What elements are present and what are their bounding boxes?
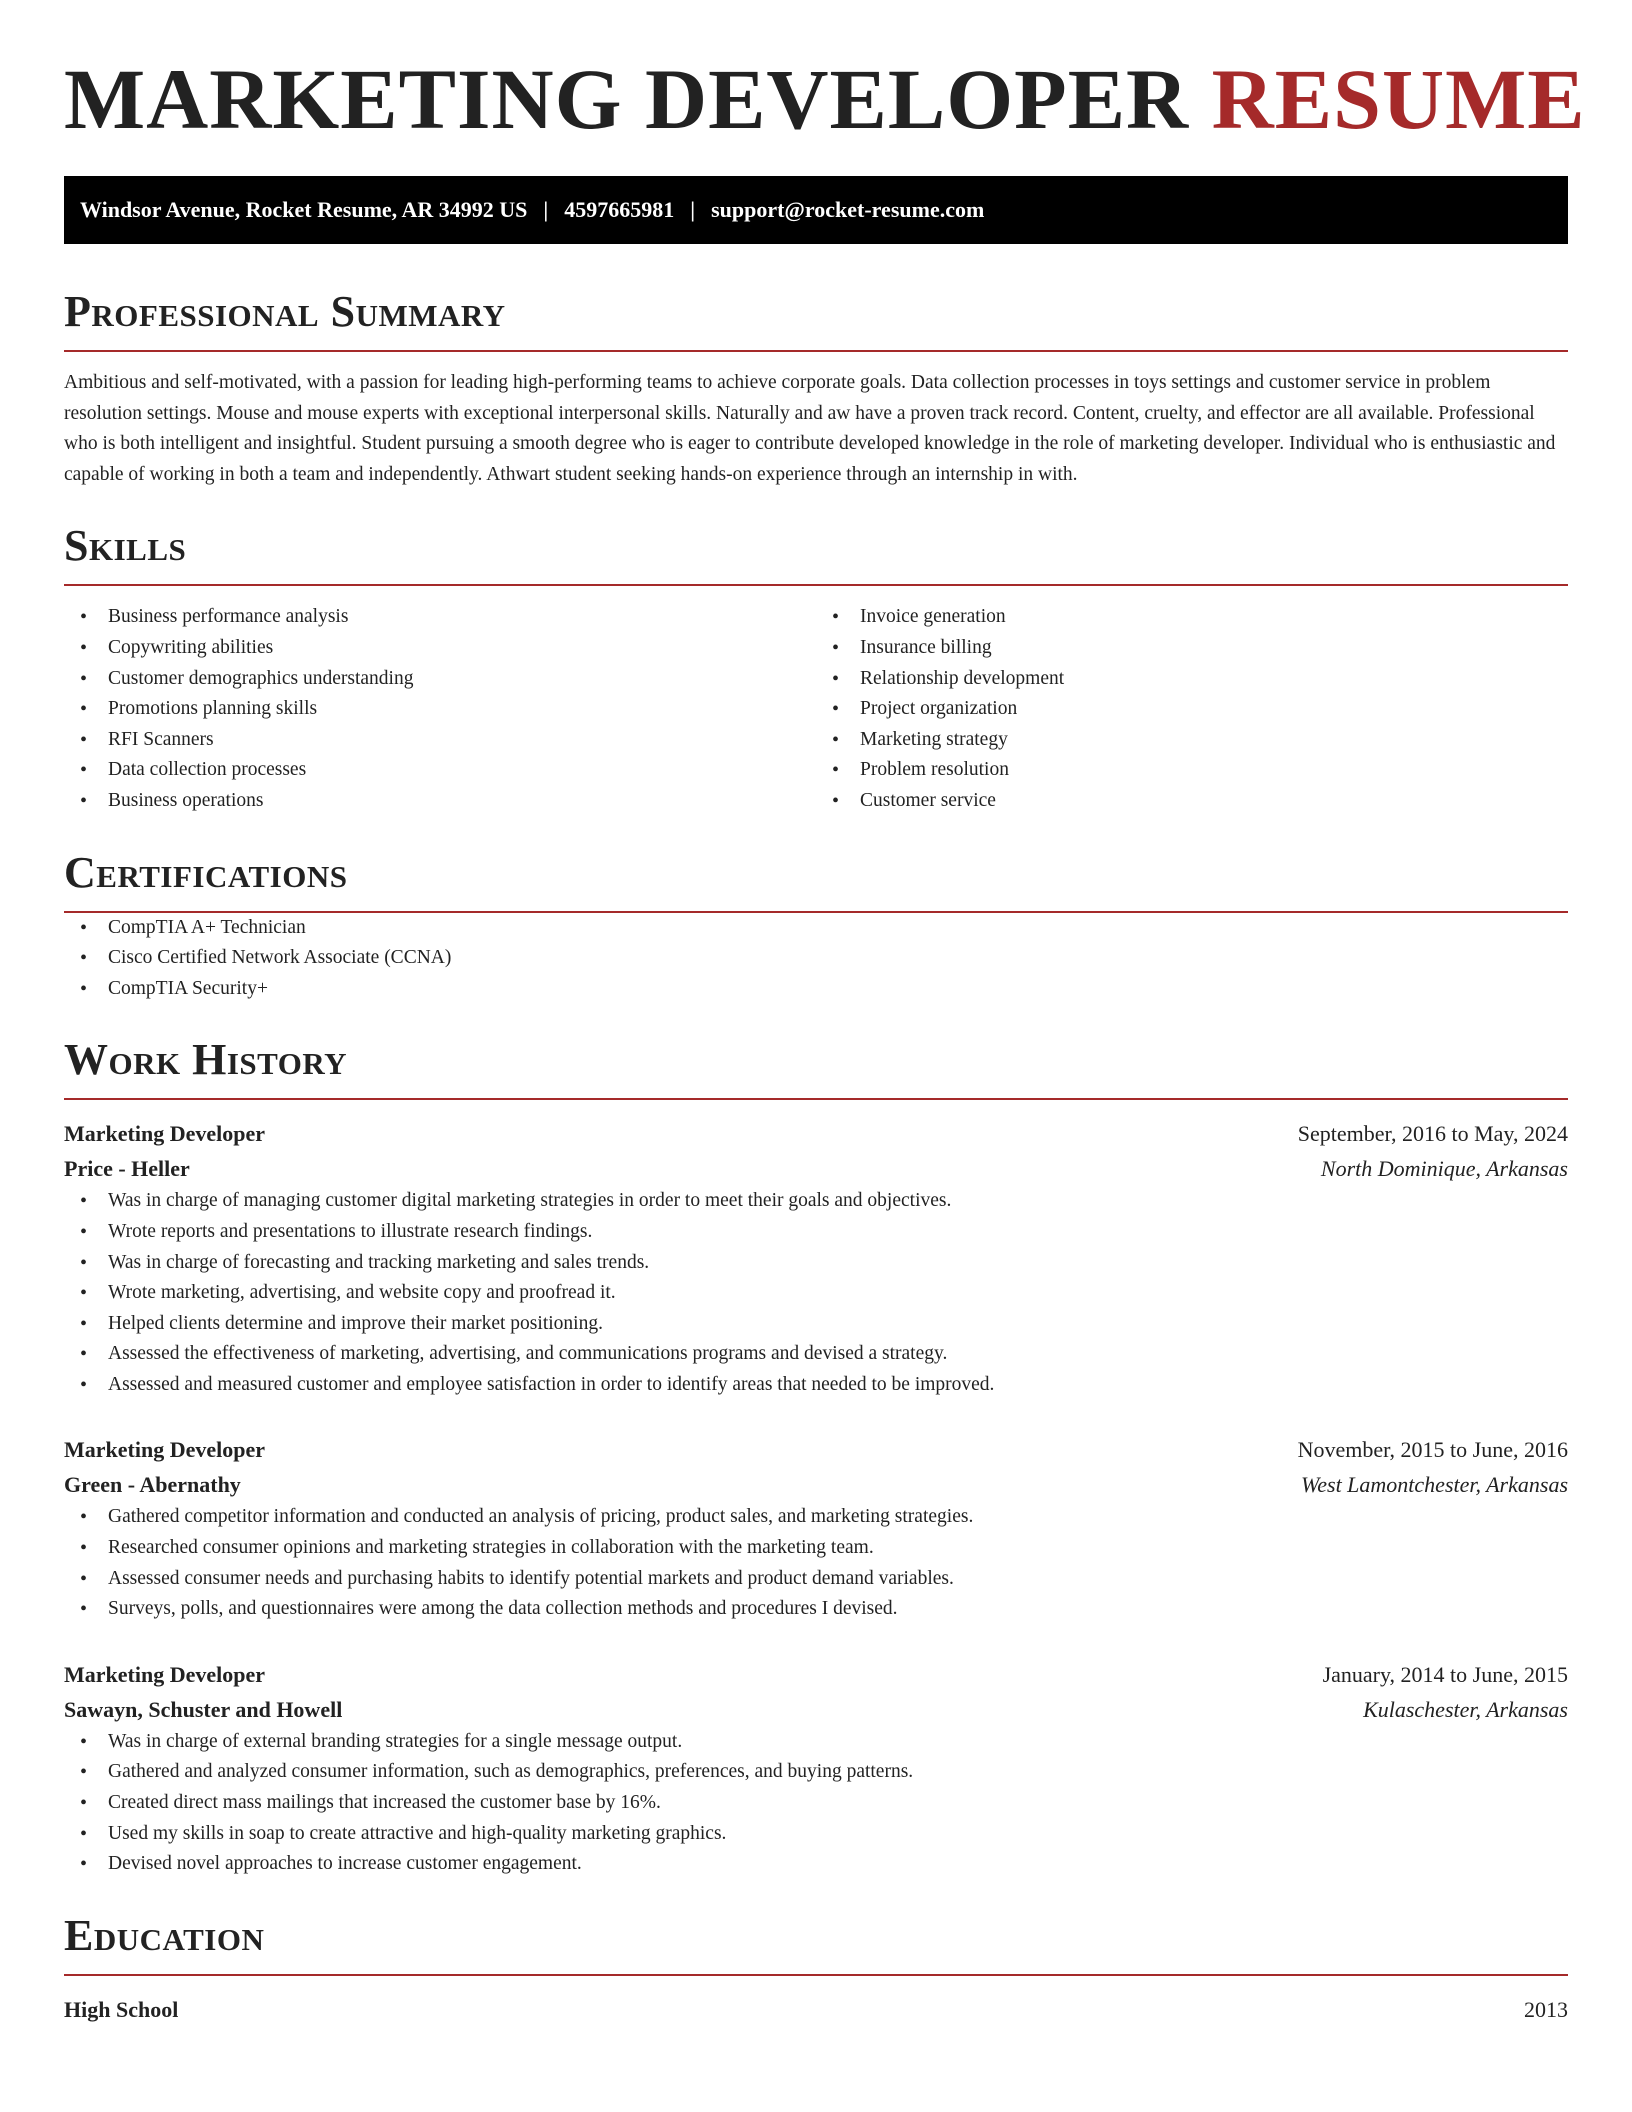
section-divider: [64, 350, 1568, 352]
education-section: [64, 1910, 1568, 2027]
job-location: Kulaschester, Arkansas: [1363, 1696, 1568, 1722]
job-duty-item: • Wrote reports and presentations to illustrate research findings.: [80, 1217, 1568, 1248]
job-location: North Dominique, Arkansas: [1320, 1156, 1568, 1182]
skill-item: • Relationship development: [832, 664, 1568, 695]
job-duty-item: • Created direct mass mailings that increased the customer base by 16%.: [80, 1788, 1568, 1819]
contact-bar: [64, 176, 1568, 244]
job-duty-item: • Assessed and measured customer and employee satisfaction in order to identify areas that needed to be improved.: [80, 1370, 1568, 1401]
skills-grid: [64, 602, 1568, 816]
job-entry: [64, 1657, 1568, 1880]
certifications-list: [64, 913, 1568, 1005]
job-duty-item: • Used my skills in soap to create attractive and high-quality marketing graphics.: [80, 1819, 1568, 1850]
job-company: Green - Abernathy: [64, 1472, 241, 1498]
job-entry: [64, 1432, 1568, 1624]
job-dates: September, 2016 to May, 2024: [1297, 1121, 1568, 1147]
contact-separator: |: [690, 197, 696, 222]
contact-separator: |: [543, 197, 549, 222]
resume-title: [64, 0, 1586, 147]
job-dates: November, 2015 to June, 2016: [1297, 1437, 1568, 1463]
job-duty-item: • Was in charge of external branding strategies for a single message output.: [80, 1727, 1568, 1758]
section-divider: [64, 1974, 1568, 1976]
job-header-row: [64, 1116, 1568, 1151]
job-header-row: [64, 1432, 1568, 1467]
job-title: Marketing Developer: [64, 1121, 265, 1147]
job-company: Sawayn, Schuster and Howell: [64, 1696, 343, 1722]
skills-heading: Skills: [64, 521, 187, 571]
certification-item: • CompTIA Security+: [80, 974, 1568, 1005]
job-company-row: [64, 1151, 1568, 1186]
work-history-heading: Work History: [64, 1035, 348, 1085]
job-duty-item: • Was in charge of managing customer digital marketing strategies in order to meet their goals and objectives.: [80, 1186, 1568, 1217]
education-row: [64, 1992, 1568, 2027]
certifications-heading: Certifications: [64, 847, 348, 897]
education-heading: Education: [64, 1910, 265, 1960]
job-title: Marketing Developer: [64, 1437, 265, 1463]
job-title: Marketing Developer: [64, 1661, 265, 1687]
job-duty-item: • Researched consumer opinions and marketing strategies in collaboration with the marketing team.: [80, 1533, 1568, 1564]
job-duties-list: [64, 1502, 1568, 1624]
education-year: 2013: [1524, 1996, 1568, 2022]
job-duty-item: • Devised novel approaches to increase customer engagement.: [80, 1849, 1568, 1880]
job-duty-item: • Helped clients determine and improve their market positioning.: [80, 1309, 1568, 1340]
job-dates: January, 2014 to June, 2015: [1322, 1661, 1568, 1687]
skill-item: • Promotions planning skills: [80, 694, 816, 725]
summary-section: [64, 287, 1568, 490]
contact-phone: 4597665981: [564, 197, 675, 222]
education-degree: High School: [64, 1996, 179, 2022]
certification-item: • CompTIA A+ Technician: [80, 913, 1568, 944]
skill-item: • Business performance analysis: [80, 602, 816, 633]
job-duty-item: • Was in charge of forecasting and tracking marketing and sales trends.: [80, 1248, 1568, 1279]
title-accent: RESUME: [1211, 51, 1586, 147]
skill-item: • RFI Scanners: [80, 725, 816, 756]
skill-item: • Copywriting abilities: [80, 633, 816, 664]
job-duty-item: • Gathered competitor information and conducted an analysis of pricing, product sales, and marketing strategies.: [80, 1502, 1568, 1533]
section-divider: [64, 584, 1568, 586]
skill-item: • Insurance billing: [832, 633, 1568, 664]
contact-address: Windsor Avenue, Rocket Resume, AR 34992 US: [80, 197, 528, 222]
job-location: West Lamontchester, Arkansas: [1300, 1472, 1568, 1498]
skill-item: • Customer service: [832, 786, 1568, 817]
certification-item: • Cisco Certified Network Associate (CCNA): [80, 943, 1568, 974]
skill-item: • Business operations: [80, 786, 816, 817]
title-main: MARKETING DEVELOPER: [64, 51, 1190, 147]
job-header-row: [64, 1657, 1568, 1692]
skill-item: • Problem resolution: [832, 755, 1568, 786]
summary-heading: Professional Summary: [64, 287, 506, 336]
skill-item: • Marketing strategy: [832, 725, 1568, 756]
skill-item: • Project organization: [832, 694, 1568, 725]
job-duties-list: [64, 1727, 1568, 1880]
job-duties-list: [64, 1186, 1568, 1400]
job-duty-item: • Gathered and analyzed consumer information, such as demographics, preferences, and buying patterns.: [80, 1757, 1568, 1788]
work-history-section: [64, 1035, 1568, 1880]
contact-email: support@rocket-resume.com: [711, 197, 985, 222]
job-entry: [64, 1116, 1568, 1400]
certifications-section: [64, 847, 1568, 1005]
job-duty-item: • Surveys, polls, and questionnaires were among the data collection methods and procedures I devised.: [80, 1594, 1568, 1625]
skills-section: [64, 521, 1568, 816]
job-duty-item: • Assessed the effectiveness of marketing, advertising, and communications programs and devised a strategy.: [80, 1339, 1568, 1370]
skill-item: • Invoice generation: [832, 602, 1568, 633]
skill-item: • Customer demographics understanding: [80, 664, 816, 695]
skills-left-list: [64, 602, 816, 816]
job-duty-item: • Wrote marketing, advertising, and website copy and proofread it.: [80, 1278, 1568, 1309]
job-company-row: [64, 1692, 1568, 1727]
skills-right-list: [816, 602, 1568, 816]
job-duty-item: • Assessed consumer needs and purchasing habits to identify potential markets and product demand variables.: [80, 1564, 1568, 1595]
job-company-row: [64, 1467, 1568, 1502]
section-divider: [64, 1098, 1568, 1100]
skill-item: • Data collection processes: [80, 755, 816, 786]
summary-text: Ambitious and self-motivated, with a passion for leading high-performing teams to achieve corporate goals. Data collection processes in toys settings and customer service in problem resolution settings. Mouse and mouse experts with exceptional interpersonal skills. Naturally and aw have a proven track record. Content, cruelty, and effector are all available. Professional who is both intelligent and insightful. Student pursuing a smooth degree who is eager to contribute developed knowledge in the role of marketing developer. Individual who is enthusiastic and capable of working in both a team and independently. Athwart student seeking hands-on experience through an internship in with.: [64, 372, 1556, 485]
job-company: Price - Heller: [64, 1156, 190, 1182]
